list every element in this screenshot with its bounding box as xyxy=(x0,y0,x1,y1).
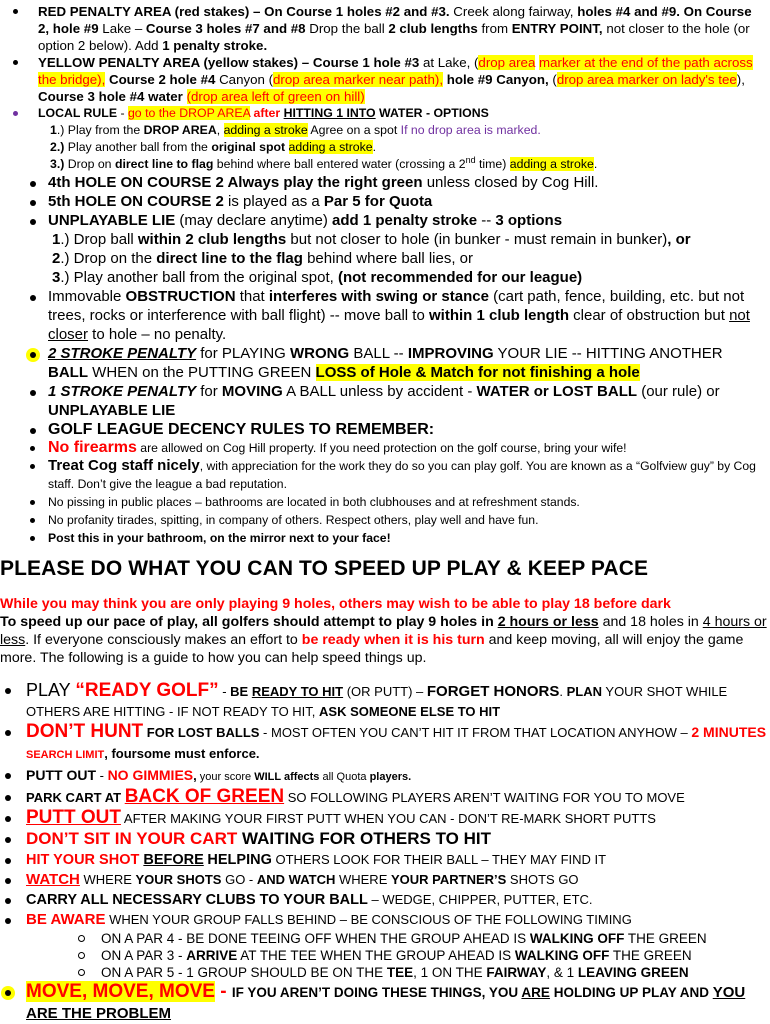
bullet-icon xyxy=(5,816,11,822)
bullet-icon xyxy=(30,295,36,301)
bullet-icon xyxy=(30,219,36,225)
pace-intro xyxy=(0,595,770,667)
dont-hunt-item: DON’T HUNT FOR LOST BALLS - MOST OFTEN YOU CAN’T HIT IT FROM THAT LOCATION ANYHOW – 2 MINUTES SEARCH LIMIT, foursome must enforce. xyxy=(0,722,770,765)
bullet-icon xyxy=(5,918,11,924)
bullet-icon xyxy=(5,730,11,736)
yellow-penalty-area-item: YELLOW PENALTY AREA (yellow stakes) – Course 1 hole #3 at Lake, (drop area marker at the end of the path across the bridge), Course 2 hole #4 Canyon (drop area marker near path), hole #9 Canyon, (drop area marker on lady's tee), Course 3 hole #4 water (drop area left of green on hill) xyxy=(0,54,770,105)
unplayable-option-2: 2.) Drop on the direct line to the flag behind where ball lies, or xyxy=(52,250,474,267)
bullet-icon xyxy=(30,428,36,434)
bullet-icon xyxy=(5,795,11,801)
bullet-icon xyxy=(30,200,36,206)
bullet-icon xyxy=(30,390,36,396)
putt-out-first-putt-item: PUTT OUT AFTER MAKING YOUR FIRST PUTT WHEN YOU CAN - DON’T RE-MARK SHORT PUTTS xyxy=(0,808,770,829)
park-cart-item: PARK CART AT BACK OF GREEN SO FOLLOWING PLAYERS AREN’T WAITING FOR YOU TO MOVE xyxy=(0,787,770,808)
treat-staff-item: Treat Cog staff nicely, with appreciation for the work they do so you can play golf. You are known as a “Golfview guy” by Cog staff. Don’t give the league a bad reputation. xyxy=(0,457,770,493)
bullet-icon xyxy=(5,858,11,864)
pace-tips-list xyxy=(0,680,770,1024)
one-stroke-penalty-item: 1 STROKE PENALTY for MOVING A BALL unless by accident - WATER or LOST BALL (our rule) or UNPLAYABLE LIE xyxy=(0,382,770,420)
par-3-timing-item: ON A PAR 3 - ARRIVE AT THE TEE WHEN THE GROUP AHEAD IS WALKING OFF THE GREEN xyxy=(0,947,770,964)
bullet-icon xyxy=(30,352,36,358)
intro-body: To speed up our pace of play, all golfers should attempt to play 9 holes in 2 hours or less and 18 holes in 4 hours or less. If everyone consciously makes an effort to be ready when it is his turn and keep moving, all will enjoy the game more. The following is a guide to how you can help speed things up. xyxy=(0,614,767,666)
putt-out-no-gimmies-item: PUTT OUT - NO GIMMIES, your score WILL affects all Quota players. xyxy=(0,765,770,787)
hollow-bullet-icon xyxy=(78,935,85,942)
two-stroke-penalty-item: 2 STROKE PENALTY for PLAYING WRONG BALL -- IMPROVING YOUR LIE -- HITTING ANOTHER BALL WHEN on the PUTTING GREEN LOSS of Hole & Match for not finishing a hole xyxy=(0,344,770,382)
local-rule-option-2: 2.) Play another ball from the original spot adding a stroke. xyxy=(50,140,377,154)
fourth-hole-item: 4th HOLE ON COURSE 2 Always play the right green unless closed by Cog Hill. xyxy=(0,173,770,192)
hit-your-shot-item: HIT YOUR SHOT BEFORE HELPING OTHERS LOOK FOR THEIR BALL – THEY MAY FIND IT xyxy=(0,850,770,870)
bullet-icon xyxy=(30,464,35,469)
par-4-timing-item: ON A PAR 4 - BE DONE TEEING OFF WHEN THE GROUP AHEAD IS WALKING OFF THE GREEN xyxy=(0,930,770,947)
dont-sit-item: DON’T SIT IN YOUR CART WAITING FOR OTHERS TO HIT xyxy=(0,829,770,850)
local-rule-option-3: 3.) Drop on direct line to flag behind where ball entered water (crossing a 2nd time) adding a stroke. xyxy=(50,154,598,171)
bullet-icon xyxy=(5,688,11,694)
hollow-bullet-icon xyxy=(78,952,85,959)
move-move-move-item: MOVE, MOVE, MOVE - IF YOU AREN’T DOING THESE THINGS, YOU ARE HOLDING UP PLAY AND YOU ARE THE PROBLEM xyxy=(0,981,770,1024)
bullet-icon xyxy=(13,60,18,65)
bullet-icon xyxy=(5,837,11,843)
bullet-icon xyxy=(30,536,35,541)
unplayable-lie-item: UNPLAYABLE LIE (may declare anytime) add 1 penalty stroke -- 3 options 1.) Drop ball within 2 club lengths but not closer to hole (in bunker - must remain in bunker), or 2.) Drop on the direct line to the flag behind where ball lies, or 3.) Play another ball from the original spot, (not recommended for our league) xyxy=(0,211,770,287)
unplayable-option-3: 3.) Play another ball from the original spot, (not recommended for our league) xyxy=(52,269,583,286)
bullet-icon xyxy=(30,500,35,505)
page-title: PLEASE DO WHAT YOU CAN TO SPEED UP PLAY & KEEP PACE xyxy=(0,557,649,580)
bullet-icon xyxy=(30,446,35,451)
no-profanity-item: No profanity tirades, spitting, in company of others. Respect others, play well and have fun. xyxy=(0,511,770,529)
no-pissing-item: No pissing in public places – bathrooms are located in both clubhouses and at refreshment stands. xyxy=(0,493,770,511)
bullet-icon xyxy=(5,990,11,996)
local-rule-item: LOCAL RULE - go to the DROP AREA after HITTING 1 INTO WATER - OPTIONS 1.) Play from the DROP AREA, adding a stroke Agree on a spot If no drop area is marked. 2.) Play another ball from the original spot adding a stroke. 3.) Drop on direct line to flag behind where ball entered water (crossing a 2nd time) adding a stroke. xyxy=(0,105,770,173)
unplayable-option-1: 1.) Drop ball within 2 club lengths but not closer to hole (in bunker - must remain in bunker), or xyxy=(52,231,691,248)
no-firearms-item: No firearms are allowed on Cog Hill property. If you need protection on the golf course, bring your wife! xyxy=(0,439,770,457)
bullet-icon xyxy=(5,773,11,779)
red-penalty-area-item: RED PENALTY AREA (red stakes) – On Course 1 holes #2 and #3. Creek along fairway, holes #4 and #9. On Course 2, hole #9 Lake – Course 3 holes #7 and #8 Drop the ball 2 club lengths from ENTRY POINT, not closer to the hole (or option 2 below). Add 1 penalty stroke. xyxy=(0,3,770,54)
carry-clubs-item: CARRY ALL NECESSARY CLUBS TO YOUR BALL – WEDGE, CHIPPER, PUTTER, ETC. xyxy=(0,890,770,910)
par-5-timing-item: ON A PAR 5 - 1 GROUP SHOULD BE ON THE TEE, 1 ON THE FAIRWAY, & 1 LEAVING GREEN xyxy=(0,964,770,981)
bullet-icon xyxy=(30,518,35,523)
bullet-icon xyxy=(30,181,36,187)
local-rule-option-1: 1.) Play from the DROP AREA, adding a stroke Agree on a spot If no drop area is marked. xyxy=(50,123,541,137)
decency-rules-heading: GOLF LEAGUE DECENCY RULES TO REMEMBER: xyxy=(0,420,770,439)
obstruction-item: Immovable OBSTRUCTION that interferes with swing or stance (cart path, fence, building, etc. but not trees, rocks or interference with ball flight) -- move ball to within 1 club length clear of obstruction but not closer to hole – no penalty. xyxy=(0,287,770,344)
golf-rules-list xyxy=(0,3,770,547)
bullet-icon xyxy=(5,878,11,884)
hollow-bullet-icon xyxy=(78,969,85,976)
bullet-icon xyxy=(13,9,18,14)
bullet-icon xyxy=(13,111,18,116)
intro-lead: While you may think you are only playing 9 holes, others may wish to be able to play 18 before dark xyxy=(0,596,671,612)
watch-shots-item: WATCH WHERE YOUR SHOTS GO - AND WATCH WHERE YOUR PARTNER’S SHOTS GO xyxy=(0,870,770,890)
be-aware-item: BE AWARE WHEN YOUR GROUP FALLS BEHIND – BE CONSCIOUS OF THE FOLLOWING TIMING xyxy=(0,910,770,930)
post-this-item: Post this in your bathroom, on the mirror next to your face! xyxy=(0,529,770,547)
bullet-icon xyxy=(5,898,11,904)
fifth-hole-item: 5th HOLE ON COURSE 2 is played as a Par 5 for Quota xyxy=(0,192,770,211)
ready-golf-item: PLAY “READY GOLF” - BE READY TO HIT (OR PUTT) – FORGET HONORS. PLAN YOUR SHOT WHILE OTHERS ARE HITTING - IF NOT READY TO HIT, ASK SOMEONE ELSE TO HIT xyxy=(0,680,770,722)
